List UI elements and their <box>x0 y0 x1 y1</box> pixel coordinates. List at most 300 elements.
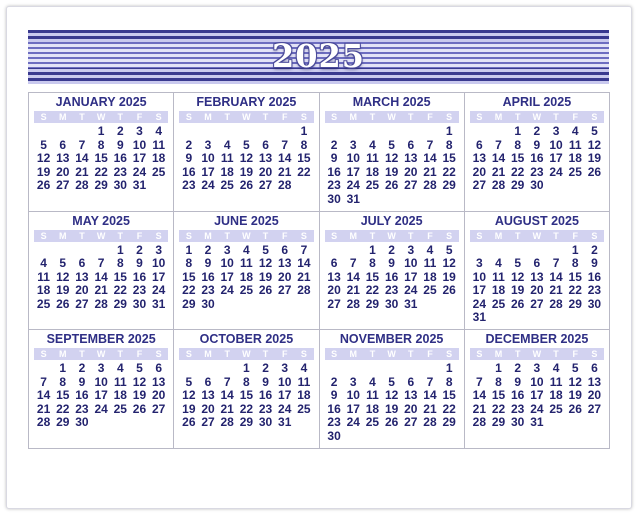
day-cell: 15 <box>239 388 254 403</box>
day-cell: 23 <box>258 401 273 416</box>
day-cell: 24 <box>346 178 360 192</box>
weekday-label: M <box>494 349 503 360</box>
day-empty <box>401 362 420 376</box>
day-empty <box>470 362 489 376</box>
day-cell: 7 <box>223 374 231 389</box>
day-cell: 24 <box>530 401 544 416</box>
weekday-label: W <box>532 230 542 241</box>
day-cell: 14 <box>36 388 51 403</box>
weekday-label: T <box>117 349 124 360</box>
day-empty <box>275 125 294 139</box>
day-cell: 11 <box>568 137 582 152</box>
day-cell: 1 <box>97 124 105 138</box>
day-cell: 4 <box>495 256 502 271</box>
day-cell: 29 <box>442 178 456 192</box>
day-cell: 9 <box>591 256 598 271</box>
weekday-header <box>179 230 313 242</box>
day-cell: 11 <box>366 151 379 165</box>
day-cell: 24 <box>404 283 418 298</box>
day-cell: 25 <box>423 283 437 298</box>
day-cell: 17 <box>278 388 292 403</box>
day-cell: 17 <box>404 269 418 284</box>
weekday-label: S <box>155 112 162 122</box>
day-cell: 2 <box>136 242 143 257</box>
day-cell: 25 <box>365 178 380 192</box>
day-empty <box>363 125 382 139</box>
weekday-label: F <box>136 230 143 241</box>
day-cell: 12 <box>587 137 602 152</box>
day-cell: 2 <box>514 361 522 376</box>
month-block <box>174 330 319 449</box>
day-cell: 3 <box>281 361 289 376</box>
day-empty <box>363 362 382 376</box>
day-cell: 5 <box>591 124 598 138</box>
day-cell: 17 <box>151 269 166 284</box>
month-block <box>29 93 174 212</box>
day-cell: 23 <box>530 164 544 179</box>
day-cell: 20 <box>404 164 418 179</box>
month-block <box>320 93 465 212</box>
day-empty <box>344 362 363 376</box>
days-grid <box>179 125 313 193</box>
day-cell: 8 <box>243 374 250 389</box>
day-cell: 1 <box>300 124 308 138</box>
day-cell: 3 <box>155 242 162 257</box>
weekday-label: S <box>155 349 162 360</box>
day-cell: 4 <box>116 361 124 376</box>
day-cell: 24 <box>94 401 108 416</box>
weekday-label: M <box>349 112 357 122</box>
day-cell: 11 <box>220 151 234 165</box>
day-cell: 30 <box>327 428 341 443</box>
month-block <box>465 330 610 449</box>
day-cell: 29 <box>56 415 70 430</box>
day-cell: 7 <box>426 137 434 152</box>
day-cell: 23 <box>327 178 341 192</box>
day-cell: 9 <box>514 374 522 389</box>
day-cell: 13 <box>530 269 544 284</box>
day-empty <box>325 125 344 139</box>
month-title: AUGUST 2025 <box>494 213 579 228</box>
day-cell: 12 <box>258 256 273 271</box>
day-cell: 5 <box>388 374 395 389</box>
day-cell: 22 <box>56 401 70 416</box>
day-cell: 4 <box>155 124 162 138</box>
day-cell: 5 <box>388 137 395 152</box>
month-title: OCTOBER 2025 <box>199 332 294 347</box>
day-cell: 23 <box>327 415 341 430</box>
day-empty <box>489 244 508 258</box>
day-cell: 4 <box>300 361 308 376</box>
day-empty <box>198 125 217 139</box>
day-cell: 22 <box>511 164 525 179</box>
day-cell: 28 <box>220 415 234 430</box>
day-cell: 30 <box>530 178 544 192</box>
weekday-label: F <box>281 230 288 241</box>
day-cell: 31 <box>151 296 166 311</box>
day-cell: 24 <box>151 283 166 298</box>
weekday-label: M <box>59 112 67 122</box>
weekday-header <box>470 230 604 242</box>
day-cell: 19 <box>511 283 525 298</box>
day-cell: 6 <box>407 137 415 152</box>
day-cell: 6 <box>281 242 289 257</box>
day-cell: 8 <box>300 137 308 152</box>
day-cell: 21 <box>346 283 360 298</box>
day-empty <box>237 125 256 139</box>
day-cell: 24 <box>346 415 360 430</box>
days-grid <box>34 244 168 312</box>
day-cell: 17 <box>132 151 147 165</box>
day-cell: 26 <box>442 283 456 298</box>
weekday-label: T <box>514 112 521 122</box>
day-cell: 1 <box>59 361 67 376</box>
weekday-label: T <box>79 349 85 360</box>
day-empty <box>401 125 420 139</box>
weekday-label: M <box>59 230 67 241</box>
day-cell: 27 <box>75 296 89 311</box>
day-cell: 9 <box>262 374 269 389</box>
weekday-label: W <box>387 230 396 241</box>
day-cell: 25 <box>113 401 127 416</box>
day-cell: 9 <box>136 256 143 271</box>
day-cell: 13 <box>587 374 602 389</box>
day-cell: 12 <box>182 388 196 403</box>
day-cell: 13 <box>327 269 341 284</box>
day-cell: 18 <box>423 269 437 284</box>
day-cell: 21 <box>75 164 89 179</box>
weekday-label: T <box>224 349 230 360</box>
day-cell: 21 <box>220 401 234 416</box>
day-cell: 23 <box>132 283 147 298</box>
weekday-label: S <box>40 112 47 122</box>
day-cell: 5 <box>243 137 250 152</box>
weekday-label: S <box>591 112 598 122</box>
day-empty <box>34 244 53 258</box>
day-cell: 1 <box>571 242 579 257</box>
day-cell: 26 <box>568 401 582 416</box>
day-cell: 15 <box>511 151 525 165</box>
weekday-label: F <box>136 349 143 360</box>
day-cell: 14 <box>423 151 437 165</box>
month-block <box>174 212 319 331</box>
day-cell: 3 <box>552 124 560 138</box>
day-cell: 25 <box>568 164 582 179</box>
weekday-label: T <box>553 230 559 241</box>
day-cell: 7 <box>495 137 502 152</box>
day-cell: 15 <box>442 151 456 165</box>
weekday-label: S <box>40 230 47 241</box>
day-cell: 8 <box>571 256 579 271</box>
day-cell: 6 <box>591 361 598 376</box>
day-cell: 6 <box>155 361 162 376</box>
day-cell: 13 <box>258 151 273 165</box>
day-empty <box>470 125 489 139</box>
day-cell: 29 <box>239 415 254 430</box>
day-cell: 9 <box>204 256 212 271</box>
day-cell: 12 <box>384 388 399 403</box>
day-cell: 14 <box>346 269 360 284</box>
weekday-label: M <box>349 230 357 241</box>
weekday-label: S <box>185 349 192 360</box>
weekday-header <box>325 111 459 123</box>
day-cell: 4 <box>369 137 376 152</box>
weekday-header <box>34 348 168 360</box>
weekday-label: M <box>494 112 503 122</box>
day-empty <box>72 125 91 139</box>
day-cell: 19 <box>258 269 273 284</box>
day-cell: 2 <box>330 137 338 152</box>
day-cell: 21 <box>549 283 563 298</box>
day-cell: 7 <box>475 374 483 389</box>
day-cell: 10 <box>346 151 360 165</box>
day-cell: 28 <box>94 296 108 311</box>
day-cell: 17 <box>94 388 108 403</box>
day-cell: 6 <box>475 137 483 152</box>
day-cell: 15 <box>568 269 582 284</box>
day-empty <box>382 362 401 376</box>
day-cell: 18 <box>297 388 311 403</box>
weekday-label: S <box>446 349 453 360</box>
weekday-label: T <box>369 112 376 122</box>
day-cell: 6 <box>330 256 338 271</box>
day-cell: 14 <box>472 388 487 403</box>
month-title: FEBRUARY 2025 <box>196 95 297 109</box>
weekday-label: T <box>262 349 269 360</box>
day-empty <box>325 244 344 258</box>
day-cell: 22 <box>365 283 380 298</box>
day-cell: 13 <box>472 151 487 165</box>
weekday-label: S <box>185 230 192 241</box>
day-cell: 10 <box>132 137 147 152</box>
day-empty <box>72 244 91 258</box>
day-cell: 7 <box>552 256 560 271</box>
day-cell: 30 <box>327 191 341 206</box>
day-cell: 2 <box>78 361 86 376</box>
weekday-label: M <box>349 349 357 360</box>
day-cell: 5 <box>514 256 522 271</box>
day-cell: 16 <box>587 269 602 284</box>
weekday-label: M <box>204 230 212 241</box>
day-cell: 13 <box>75 269 89 284</box>
day-cell: 31 <box>278 415 292 430</box>
day-cell: 21 <box>491 164 506 179</box>
day-cell: 28 <box>278 178 292 192</box>
day-cell: 31 <box>346 191 360 206</box>
day-cell: 25 <box>297 401 311 416</box>
day-cell: 20 <box>587 388 602 403</box>
day-cell: 20 <box>75 283 89 298</box>
day-cell: 24 <box>472 296 487 311</box>
month-title: JULY 2025 <box>360 213 423 228</box>
day-cell: 26 <box>511 296 525 311</box>
weekday-label: W <box>242 349 251 360</box>
day-cell: 27 <box>404 415 418 430</box>
day-cell: 16 <box>327 164 341 179</box>
days-grid <box>179 244 313 312</box>
day-cell: 30 <box>587 296 602 311</box>
day-empty <box>344 244 363 258</box>
weekday-label: W <box>532 349 542 360</box>
day-cell: 31 <box>132 178 147 192</box>
weekday-label: F <box>281 112 288 122</box>
day-cell: 24 <box>201 178 215 192</box>
weekday-label: T <box>262 230 269 241</box>
day-cell: 5 <box>136 361 143 376</box>
month-title: NOVEMBER 2025 <box>339 332 444 347</box>
weekday-label: W <box>96 112 106 122</box>
month-title: SEPTEMBER 2025 <box>46 332 156 347</box>
day-cell: 4 <box>552 361 560 376</box>
day-cell: 15 <box>442 388 456 403</box>
day-cell: 9 <box>330 151 338 165</box>
day-cell: 17 <box>549 151 563 165</box>
day-cell: 15 <box>365 269 380 284</box>
day-cell: 3 <box>349 137 357 152</box>
month-title: JUNE 2025 <box>214 213 279 228</box>
day-cell: 29 <box>182 296 196 311</box>
day-cell: 3 <box>475 256 483 271</box>
weekday-label: F <box>427 230 433 241</box>
weekday-label: T <box>369 349 376 360</box>
day-cell: 15 <box>491 388 506 403</box>
day-cell: 18 <box>220 164 234 179</box>
day-cell: 11 <box>297 374 311 389</box>
day-cell: 22 <box>568 283 582 298</box>
weekday-label: S <box>331 230 338 241</box>
day-cell: 27 <box>327 296 341 311</box>
day-cell: 27 <box>530 296 544 311</box>
day-cell: 11 <box>423 256 437 271</box>
day-cell: 7 <box>78 137 86 152</box>
day-cell: 5 <box>185 374 193 389</box>
weekday-label: T <box>408 349 414 360</box>
day-cell: 15 <box>94 151 108 165</box>
day-cell: 23 <box>113 164 127 179</box>
day-empty <box>218 362 237 376</box>
weekday-header <box>325 230 459 242</box>
weekday-label: T <box>79 230 85 241</box>
day-cell: 29 <box>491 415 506 430</box>
day-cell: 16 <box>113 151 127 165</box>
weekday-label: S <box>185 112 192 122</box>
day-cell: 6 <box>204 374 212 389</box>
day-cell: 22 <box>182 283 196 298</box>
day-empty <box>218 125 237 139</box>
day-cell: 19 <box>36 164 51 179</box>
days-grid <box>34 125 168 193</box>
weekday-label: S <box>331 112 338 122</box>
day-cell: 2 <box>204 242 212 257</box>
day-cell: 5 <box>262 242 269 257</box>
day-cell: 8 <box>445 137 453 152</box>
day-cell: 20 <box>56 164 70 179</box>
day-cell: 9 <box>388 256 395 271</box>
day-cell: 11 <box>366 388 379 403</box>
day-cell: 14 <box>491 151 506 165</box>
weekday-header <box>179 111 313 123</box>
weekday-label: S <box>476 349 483 360</box>
day-cell: 29 <box>442 415 456 430</box>
day-cell: 28 <box>36 415 51 430</box>
day-cell: 16 <box>201 269 215 284</box>
day-cell: 6 <box>533 256 541 271</box>
day-cell: 18 <box>491 283 506 298</box>
day-cell: 24 <box>220 283 234 298</box>
day-cell: 3 <box>204 137 212 152</box>
day-cell: 8 <box>514 137 522 152</box>
day-cell: 5 <box>571 361 579 376</box>
day-empty <box>256 125 275 139</box>
day-cell: 28 <box>491 178 506 192</box>
month-block <box>174 93 319 212</box>
weekday-label: S <box>446 112 453 122</box>
weekday-header <box>470 348 604 360</box>
day-cell: 15 <box>56 388 70 403</box>
day-cell: 29 <box>94 178 108 192</box>
day-cell: 12 <box>36 151 51 165</box>
day-cell: 19 <box>587 151 602 165</box>
day-cell: 25 <box>36 296 51 311</box>
day-cell: 22 <box>239 401 254 416</box>
day-cell: 22 <box>113 283 127 298</box>
day-cell: 1 <box>495 361 502 376</box>
weekday-label: T <box>514 349 521 360</box>
day-cell: 13 <box>404 151 418 165</box>
day-cell: 1 <box>445 361 453 376</box>
day-cell: 3 <box>349 374 357 389</box>
day-cell: 1 <box>445 124 453 138</box>
day-cell: 22 <box>94 164 108 179</box>
weekday-label: W <box>96 349 106 360</box>
days-grid <box>325 125 459 206</box>
day-cell: 1 <box>514 124 522 138</box>
day-cell: 6 <box>59 137 67 152</box>
day-cell: 19 <box>56 283 70 298</box>
day-cell: 15 <box>182 269 196 284</box>
day-cell: 14 <box>549 269 563 284</box>
day-cell: 14 <box>297 256 311 271</box>
days-grid <box>470 125 604 193</box>
day-cell: 4 <box>426 242 434 257</box>
month-block <box>29 330 174 449</box>
weekday-label: T <box>79 112 85 122</box>
weekday-label: T <box>224 230 230 241</box>
day-cell: 26 <box>258 283 273 298</box>
day-cell: 26 <box>56 296 70 311</box>
day-cell: 5 <box>59 256 67 271</box>
day-cell: 28 <box>472 415 487 430</box>
day-cell: 18 <box>365 401 380 416</box>
weekday-label: T <box>117 230 124 241</box>
weekday-label: M <box>494 230 503 241</box>
weekday-label: W <box>242 112 251 122</box>
day-cell: 25 <box>239 283 254 298</box>
day-cell: 19 <box>182 401 196 416</box>
month-title: APRIL 2025 <box>502 95 572 109</box>
day-cell: 2 <box>330 374 338 389</box>
day-cell: 11 <box>152 137 165 152</box>
day-cell: 12 <box>56 269 70 284</box>
day-cell: 13 <box>278 256 292 271</box>
day-cell: 14 <box>278 151 292 165</box>
days-grid <box>470 244 604 325</box>
day-cell: 11 <box>549 374 563 389</box>
day-cell: 16 <box>384 269 399 284</box>
day-cell: 17 <box>472 283 487 298</box>
day-cell: 30 <box>75 415 89 430</box>
day-cell: 20 <box>258 164 273 179</box>
